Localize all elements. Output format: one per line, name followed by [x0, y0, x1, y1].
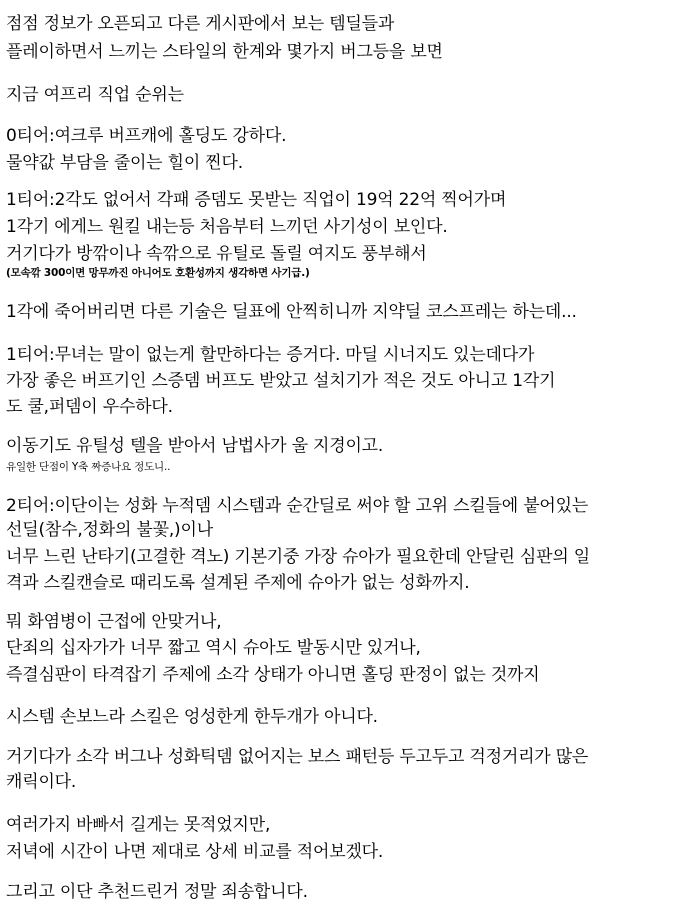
- text-note: 유일한 단점이 Y축 짜증나요 정도니..: [6, 461, 171, 473]
- text-line: 시스템 손보느라 스킬은 엉성한게 한두개가 아니다.: [6, 707, 378, 727]
- text-line: 너무 느린 난타기(고결한 격노) 기본기중 가장 슈아가 필요한데 안달린 심판의 일: [6, 547, 591, 567]
- text-line: 지금 여프리 직업 순위는: [6, 85, 184, 105]
- text-line: 1티어:무녀는 말이 없는게 할만하다는 증거다. 마딜 시너지도 있는데다가: [6, 345, 535, 365]
- text-line: 물약값 부담을 줄이는 힐이 찐다.: [6, 153, 243, 173]
- text-line: 1각기 에게느 원킬 내는등 처음부터 느끼던 사기성이 보인다.: [6, 217, 448, 237]
- text-line: 단죄의 십자가가 너무 짧고 역시 슈아도 발동시만 있거나,: [6, 638, 421, 658]
- text-line: 0티어:여크루 버프캐에 홀딩도 강하다.: [6, 126, 287, 146]
- text-line: 격과 스킬캔슬로 때리도록 설계된 주제에 슈아가 없는 성화까지.: [6, 573, 470, 593]
- text-line: 1각에 죽어버리면 다른 기술은 딜표에 안찍히니까 지약딜 코스프레는 하는데...: [6, 302, 577, 322]
- text-line: 플레이하면서 느끼는 스타일의 한계와 몇가지 버그등을 보면: [6, 42, 443, 62]
- text-line: 뭐 화염병이 근접에 안맞거나,: [6, 612, 222, 632]
- text-line: 거기다가 소각 버그나 성화틱뎀 없어지는 보스 패턴등 두고두고 걱정거리가 많은: [6, 747, 589, 767]
- text-line: 저녁에 시간이 나면 제대로 상세 비교를 적어보겠다.: [6, 842, 384, 862]
- text-line: 1티어:2각도 없어서 각패 증뎀도 못받는 직업이 19억 22억 찍어가며: [6, 190, 507, 210]
- text-line: 점점 정보가 오픈되고 다른 게시판에서 보는 템딜들과: [6, 14, 395, 34]
- text-line: 2티어:이단이는 성화 누적뎀 시스템과 순간딜로 써야 할 고위 스킬들에 붙어있는: [6, 496, 589, 516]
- text-line: 여러가지 바빠서 길게는 못적었지만,: [6, 815, 271, 835]
- text-line: 선딜(참수,정화의 불꽃,)이나: [6, 520, 213, 540]
- text-line: 이동기도 유틸성 텔을 받아서 남법사가 울 지경이고.: [6, 436, 384, 456]
- text-line: 캐릭이다.: [6, 772, 77, 792]
- text-line: 거기다가 방깎이나 속깎으로 유틸로 돌릴 여지도 풍부해서: [6, 244, 427, 264]
- text-line: 가장 좋은 버프기인 스증뎀 버프도 받았고 설치기가 적은 것도 아니고 1각기: [6, 371, 556, 391]
- text-line: 즉결심판이 타격잡기 주제에 소각 상태가 아니면 홀딩 판정이 없는 것까지: [6, 665, 540, 685]
- text-line: 그리고 이단 추천드린거 정말 죄송합니다.: [6, 882, 308, 902]
- text-note: (모속깎 300이면 망무까진 아니어도 호환성까지 생각하면 사기급.): [6, 267, 310, 279]
- text-line: 도 쿨,퍼뎀이 우수하다.: [6, 397, 173, 417]
